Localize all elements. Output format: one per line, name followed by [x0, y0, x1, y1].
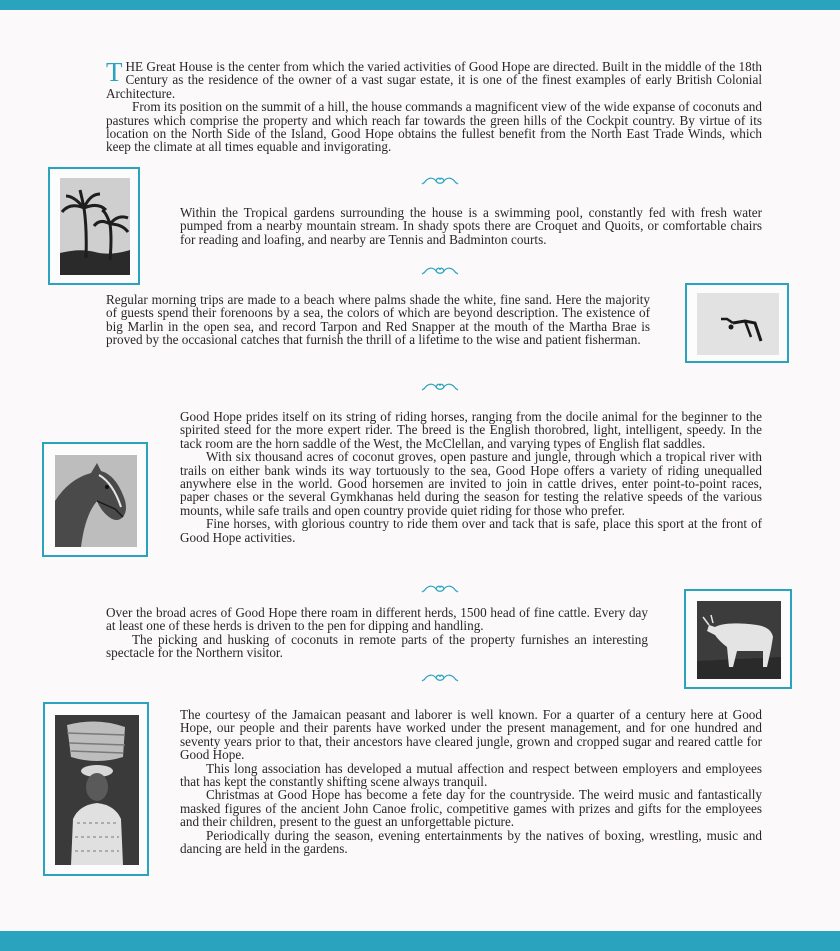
- beach-paragraph: Regular morning trips are made to a beach where palms shade the white, fine sand. Here the majority of guests spend their forenoons by a sea, the colors of which are beyond description. The existence of big Marlin in the open sea, and record Tarpon and Red Snapper at the mouth of the Martha Brae is proved by the occasional catches that furnish the thrill of a lifetime to the wise and patient fisherman.: [106, 292, 650, 348]
- cattle-paragraph-2: The picking and husking of coconuts in remote parts of the property furnishes an interesting spectacle for the Northern visitor.: [106, 631, 648, 661]
- ornament-divider-icon: [420, 265, 460, 277]
- top-border-band: [0, 0, 840, 10]
- ornament-divider-icon: [420, 583, 460, 595]
- ornament-divider-icon: [420, 175, 460, 187]
- people-paragraph-3: Christmas at Good Hope has become a fete day for the countryside. The weird music and fantastically masked figures of the ancient John Canoe frolic, competitive games with prizes and gifts for the employees and their children, present to the guest an unforgettable picture.: [180, 787, 762, 830]
- riding-paragraph-2: With six thousand acres of coconut groves, open pasture and jungle, through which a tropical river with trails on either bank winds its way tortuously to the sea, Good Hope offers a variety of riding unequalled anywhere else in the world. Good horsemen are invited to join in cattle drives, enter point-to-point races, paper chases or the several Gymkhanas held during the season for testing the relative speeds of the various mounts, while safe trails and open country provide quiet riding for those who prefer.: [180, 449, 762, 518]
- drop-cap-letter: T: [106, 57, 123, 87]
- great-house-paragraph-2: From its position on the summit of a hill, the house commands a magnificent view of the wide expanse of coconuts and pastures which comprise the property and which reach far towards the green hills of the Cockpit country. By virtue of its location on the North Side of the Island, Good Hope obtains the fullest benefit from the North East Trade Winds, which keep the climate at all times equable and invigorating.: [106, 99, 762, 155]
- riding-paragraph-1: Good Hope prides itself on its string of riding horses, ranging from the docile animal for the beginner to the spirited steed for the more expert rider. The breed is the English thorobred, light, intelligent, speedy. In the tack room are the horn saddle of the West, the McClellan, and varying types of English flat saddles.: [180, 409, 762, 451]
- great-house-text-1: HE Great House is the center from which the varied activities of Good Hope are directed. Built in the middle of the 18th Century as the residence of the owner of a vast sugar estate, it is one of the finest examples of early British Colonial Architecture.: [106, 59, 762, 101]
- diver-photo: [697, 293, 779, 355]
- riding-section: [180, 410, 762, 544]
- woman-photo-frame: [43, 702, 149, 876]
- cow-photo-frame: [684, 589, 792, 689]
- diver-photo-frame: [685, 283, 789, 363]
- cow-photo: [697, 601, 781, 679]
- ornament-divider-icon: [420, 672, 460, 684]
- beach-section: [106, 293, 650, 347]
- people-paragraph-2: This long association has developed a mutual affection and respect between employers and employees that has kept the constantly shifting scene always tranquil.: [180, 760, 762, 790]
- gardens-paragraph: Within the Tropical gardens surrounding the house is a swimming pool, constantly fed with fresh water pumped from a nearby mountain stream. In shady spots there are Croquet and Quoits, or comfortable chairs for reading and loafing, and nearby are Tennis and Badminton courts.: [180, 205, 762, 247]
- horse-photo: [55, 455, 137, 547]
- people-paragraph-1: The courtesy of the Jamaican peasant and laborer is well known. For a quarter of a century here at Good Hope, our people and their parents have worked under the present management, and for one hundred and seventy years prior to that, their ancestors have cleared jungle, grown and cropped sugar and reared cattle for Good Hope.: [180, 707, 762, 763]
- woman-with-basket-photo: [55, 715, 139, 865]
- palm-trees-photo-frame: [48, 167, 140, 285]
- people-section: [180, 708, 762, 855]
- bottom-border-band: [0, 931, 840, 951]
- gardens-section: [180, 206, 762, 246]
- palm-trees-photo: [60, 178, 130, 275]
- horse-photo-frame: [42, 442, 148, 557]
- great-house-paragraph-1: [106, 57, 762, 101]
- riding-paragraph-3: Fine horses, with glorious country to ride them over and tack that is safe, place this sport at the front of Good Hope activities.: [180, 516, 762, 545]
- cattle-paragraph-1: Over the broad acres of Good Hope there roam in different herds, 1500 head of fine cattle. Every day at least one of these herds is driven to the pen for dipping and handling.: [106, 605, 648, 634]
- ornament-divider-icon: [420, 381, 460, 393]
- great-house-section: [106, 57, 762, 155]
- cattle-section: [106, 606, 648, 660]
- people-paragraph-4: Periodically during the season, evening entertainments by the natives of boxing, wrestling, music and dancing are held in the gardens.: [180, 827, 762, 857]
